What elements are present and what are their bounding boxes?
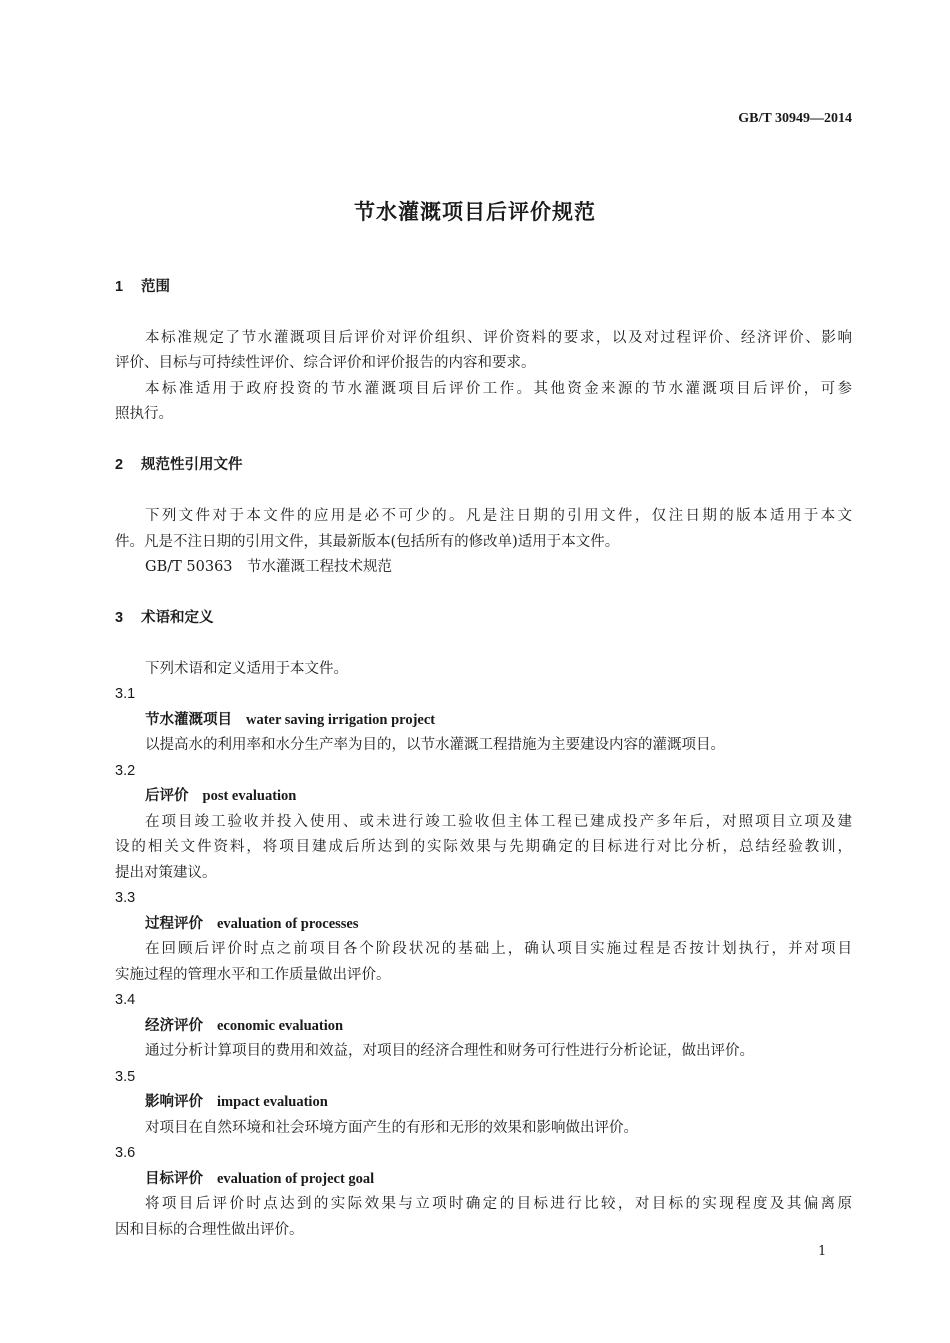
term-english: water saving irrigation project	[246, 712, 436, 728]
term-english: impact evaluation	[217, 1094, 328, 1110]
section-title: 规范性引用文件	[141, 457, 243, 473]
definition-line	[115, 863, 852, 883]
section-1-heading	[115, 277, 852, 297]
term-chinese: 过程评价	[145, 916, 203, 932]
definition-text: 提出对策建议。	[115, 865, 217, 881]
definition-text: 以提高水的利用率和水分生产率为目的，以节水灌溉工程措施为主要建设内容的灌溉项目。	[145, 737, 725, 753]
term-number: 3.1	[115, 686, 136, 702]
term-heading	[145, 1092, 852, 1112]
normative-reference: GB/T 50363 节水灌溉工程技术规范	[145, 559, 393, 575]
paragraph-line: 本标准规定了节水灌溉项目后评价对评价组织、评价资料的要求，以及对过程评价、经济评价、影响	[145, 330, 852, 346]
term-heading	[145, 786, 852, 806]
section-title: 范围	[141, 279, 170, 295]
term-english: economic evaluation	[217, 1018, 344, 1034]
paragraph-line: 本标准适用于政府投资的节水灌溉项目后评价工作。其他资金来源的节水灌溉项目后评价，可参	[145, 381, 852, 397]
definition-text: 在回顾后评价时点之前项目各个阶段状况的基础上，确认项目实施过程是否按计划执行，并对项目	[145, 941, 852, 957]
definition-line	[145, 1041, 852, 1061]
section-2-heading	[115, 455, 852, 475]
term-english: post evaluation	[202, 788, 297, 804]
definition-line	[145, 1194, 852, 1214]
definition-text: 在项目竣工验收并投入使用、或未进行竣工验收但主体工程已建成投产多年后，对照项目立项及建	[145, 814, 852, 830]
paragraph-line: 下列文件对于本文件的应用是必不可少的。凡是注日期的引用文件，仅注日期的版本适用于本文	[145, 508, 852, 524]
section-number: 3	[115, 610, 124, 626]
term-number-line	[115, 990, 852, 1010]
term-english: evaluation of processes	[217, 916, 359, 932]
term-number-line	[115, 888, 852, 908]
definition-text: 对项目在自然环境和社会环境方面产生的有形和无形的效果和影响做出评价。	[145, 1120, 638, 1136]
term-heading	[145, 710, 852, 730]
definition-line	[115, 965, 852, 985]
term-number-line	[115, 1067, 852, 1087]
definition-text: 通过分析计算项目的费用和效益，对项目的经济合理性和财务可行性进行分析论证，做出评价。	[145, 1043, 754, 1059]
paragraph-line: 照执行。	[115, 406, 173, 422]
term-chinese: 经济评价	[145, 1018, 203, 1034]
term-number-line	[115, 1143, 852, 1163]
term-number: 3.4	[115, 992, 136, 1008]
term-number: 3.3	[115, 890, 136, 906]
definition-text: 实施过程的管理水平和工作质量做出评价。	[115, 967, 391, 983]
term-number: 3.6	[115, 1145, 136, 1161]
term-chinese: 目标评价	[145, 1171, 203, 1187]
paragraph-line: 评价、目标与可持续性评价、综合评价和评价报告的内容和要求。	[115, 355, 536, 371]
definition-line	[115, 837, 852, 857]
term-heading	[145, 1016, 852, 1036]
definition-text: 因和目标的合理性做出评价。	[115, 1222, 304, 1238]
definition-text: 设的相关文件资料，将项目建成后所达到的实际效果与先期确定的目标进行对比分析，总结经验教训，	[115, 839, 852, 855]
term-heading	[145, 1169, 852, 1189]
definition-text: 将项目后评价时点达到的实际效果与立项时确定的目标进行比较，对目标的实现程度及其偏离原	[145, 1196, 852, 1212]
paragraph-line: 件。凡是不注日期的引用文件，其最新版本(包括所有的修改单)适用于本文件。	[115, 534, 620, 550]
term-number: 3.2	[115, 763, 136, 779]
definition-line	[145, 812, 852, 832]
term-number-line	[115, 761, 852, 781]
term-heading	[145, 914, 852, 934]
term-chinese: 影响评价	[145, 1094, 203, 1110]
term-number: 3.5	[115, 1069, 136, 1085]
page-title: 节水灌溉项目后评价规范	[354, 200, 596, 224]
section-title: 术语和定义	[141, 610, 214, 626]
term-english: evaluation of project goal	[217, 1171, 375, 1187]
term-chinese: 节水灌溉项目	[145, 712, 232, 728]
standard-number: GB/T 30949—2014	[738, 111, 852, 126]
term-chinese: 后评价	[145, 788, 189, 804]
section-number: 1	[115, 279, 124, 295]
definition-line	[145, 1118, 852, 1138]
page-number: 1	[818, 1244, 827, 1259]
section-number: 2	[115, 457, 124, 473]
definition-line	[145, 939, 852, 959]
definition-line	[145, 735, 852, 755]
definition-line	[115, 1220, 852, 1240]
paragraph-line: 下列术语和定义适用于本文件。	[145, 661, 348, 677]
section-3-heading	[115, 608, 852, 628]
term-number-line	[115, 684, 852, 704]
